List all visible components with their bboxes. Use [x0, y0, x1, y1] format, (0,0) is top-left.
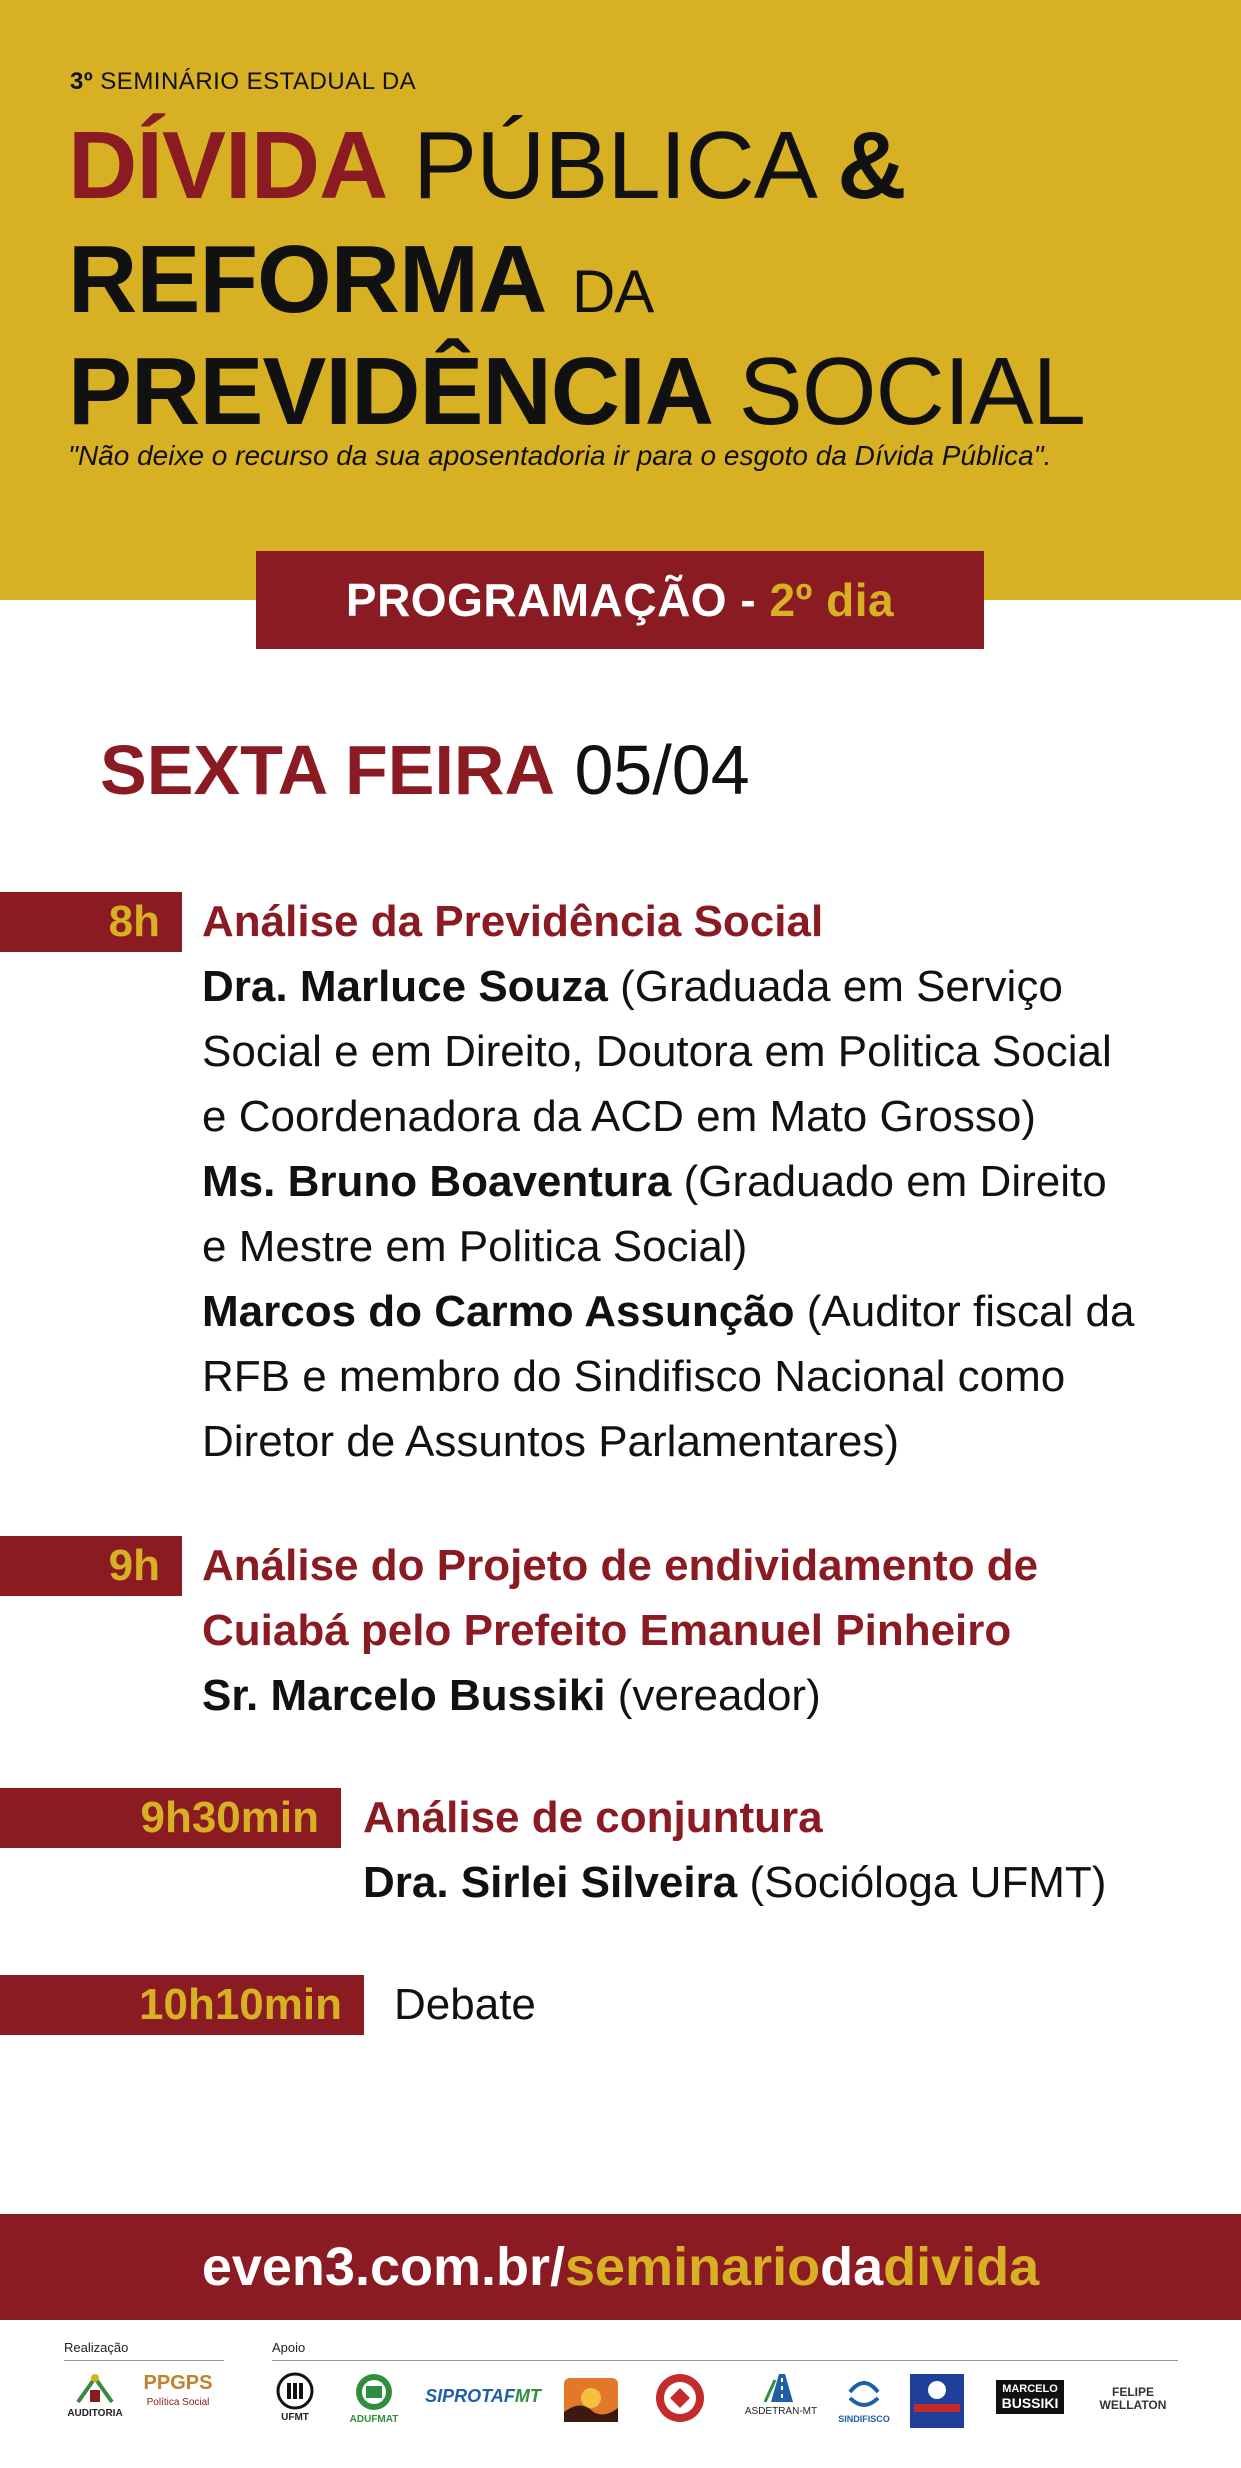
speaker-name: Dra. Marluce Souza [202, 962, 608, 1011]
program-badge: PROGRAMAÇÃO - 2º dia [256, 551, 984, 649]
adufmat-logo: ADUFMAT [340, 2372, 408, 2425]
divider [64, 2360, 224, 2361]
felipe-wellaton-logo: FELIPE WELLATON [1099, 2385, 1167, 2412]
realizacao-label: Realização [64, 2340, 129, 2355]
event-date: SEXTA FEIRA 05/04 [100, 731, 750, 809]
schedule-item-9h: Análise do Projeto de endividamento de Cuiabá pelo Prefeito Emanuel Pinheiro Sr. Marcelo Bussiki (vereador) [202, 1533, 1038, 1728]
pretitle: 3º SEMINÁRIO ESTADUAL DA [70, 68, 417, 95]
schedule-item-9h30: Análise de conjuntura Dra. Sirlei Silveira (Socióloga UFMT) [363, 1785, 1106, 1915]
union-emblem-icon [654, 2372, 706, 2424]
session-title: Análise do Projeto de endividamento de [202, 1541, 1039, 1590]
apoio-label: Apoio [272, 2340, 306, 2355]
schedule-item-8h: Análise da Previdência Social Dra. Marluce Souza (Graduada em Serviço Social e em Direito, Doutora em Politica Social e Coordenadora da ACD em Mato Grosso) Ms. Bruno Boaventura (Graduado em Direito e Mestre em Politica Social) Marcos do Carmo Assunção (Auditor fiscal da RFB e membro do Sindifisco Nacional como Diretor de Assuntos Parlamentares) [202, 889, 1134, 1474]
speaker-name: Dra. Sirlei Silveira [363, 1858, 738, 1907]
asdetran-logo: ASDETRAN-MT [736, 2372, 826, 2417]
agencia-logo [556, 2372, 626, 2428]
session-title: Debate [394, 1980, 536, 2029]
sindifisco-icon [844, 2372, 884, 2412]
sisma-icon [908, 2372, 966, 2430]
schedule-item-10h10 [394, 1972, 536, 2037]
title-line-2: REFORMA DA [68, 226, 654, 333]
time-badge-9h30: 9h30min [0, 1788, 341, 1848]
ppgps-logo: PPGPS Política Social [143, 2372, 213, 2408]
session-title: Análise de conjuntura [363, 1793, 823, 1842]
speaker-name: Ms. Bruno Boaventura [202, 1157, 672, 1206]
session-title: Análise da Previdência Social [202, 897, 824, 946]
auditoria-logo: AUDITORIA [60, 2372, 130, 2419]
ufmt-icon [276, 2372, 314, 2410]
time-badge-9h: 9h [0, 1536, 182, 1596]
ufmt-logo: UFMT [270, 2372, 320, 2423]
title-line-3: PREVIDÊNCIA SOCIAL [68, 338, 1085, 445]
registration-url[interactable]: even3.com.br/ seminario da divida [0, 2214, 1241, 2320]
adufmat-icon [350, 2372, 398, 2412]
sisma-logo [906, 2372, 968, 2430]
divider [272, 2360, 1178, 2361]
sunset-icon [560, 2372, 622, 2428]
tagline-quote: "Não deixe o recurso da sua aposentadoria ir para o esgoto da Dívida Pública". [68, 440, 1052, 471]
auditoria-icon [74, 2372, 116, 2406]
siprotaf-logo: SIPROTAF MT [425, 2386, 541, 2406]
speaker-name: Marcos do Carmo Assunção [202, 1287, 795, 1336]
bussiki-logo: MARCELO BUSSIKI [990, 2380, 1070, 2414]
road-icon [761, 2372, 801, 2404]
time-badge-10h10: 10h10min [0, 1975, 364, 2035]
sindifisco-logo: SINDIFISCO [834, 2372, 894, 2424]
title-line-1: DÍVIDA PÚBLICA & [68, 112, 906, 219]
union-logo [650, 2372, 710, 2424]
time-badge-8h: 8h [0, 892, 182, 952]
speaker-name: Sr. Marcelo Bussiki [202, 1671, 606, 1720]
